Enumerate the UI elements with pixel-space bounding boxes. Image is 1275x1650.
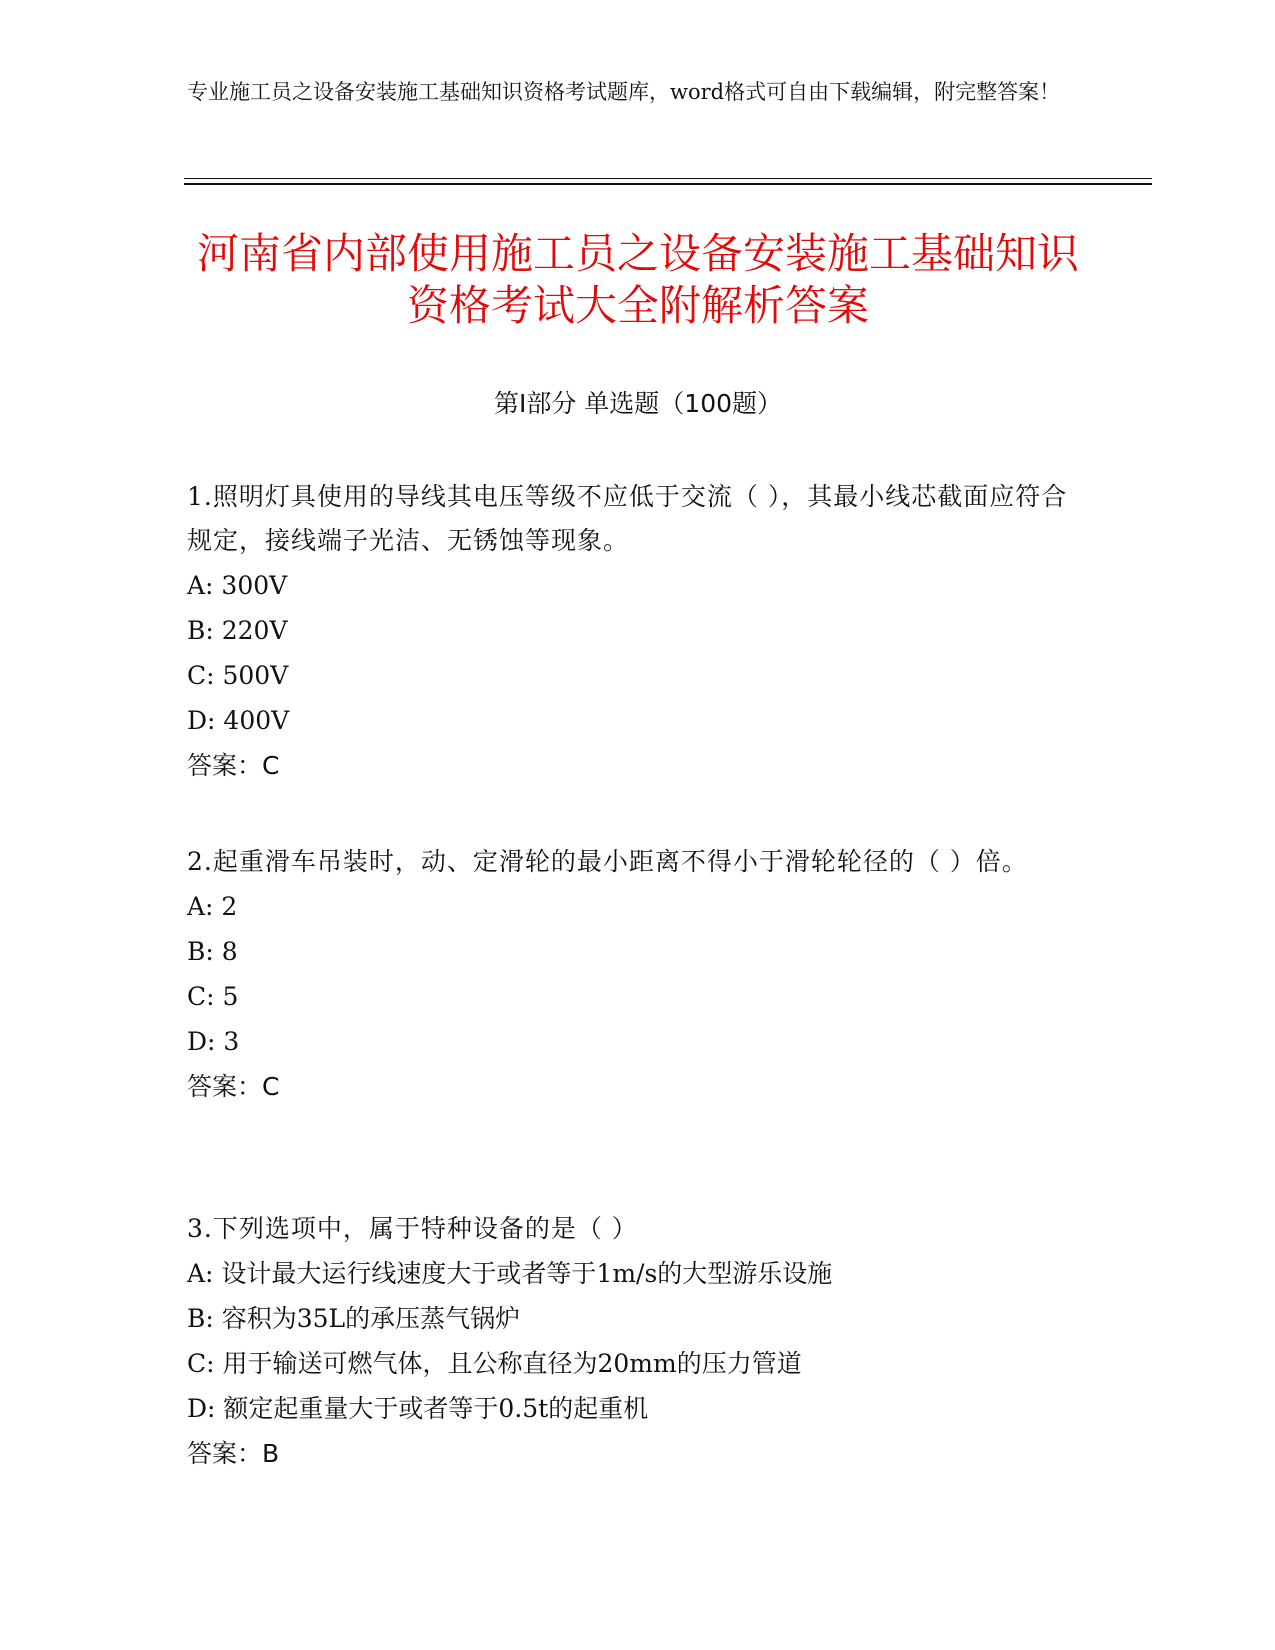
section-title: 第Ⅰ部分 单选题（100题） [493, 389, 783, 418]
option-b: B: 220V [187, 616, 288, 645]
option-a: A: 设计最大运行线速度大于或者等于1m/s的大型游乐设施 [187, 1259, 833, 1288]
option-a: A: 300V [187, 571, 288, 600]
option-d: D: 3 [187, 1027, 240, 1056]
option-c: C: 用于输送可燃气体，且公称直径为20mm的压力管道 [187, 1349, 802, 1378]
document-title: 河南省内部使用施工员之设备安装施工基础知识资格考试大全附解析答案 [196, 229, 1079, 330]
header-divider-thin [184, 178, 1152, 179]
option-a: A: 2 [187, 892, 238, 921]
question-1 [187, 475, 1077, 788]
answer-label: 答案：B [187, 1439, 280, 1468]
header-divider-thick [184, 183, 1152, 185]
question-2 [187, 840, 1077, 1109]
option-b: B: 8 [187, 937, 238, 966]
answer-label: 答案：C [187, 751, 280, 780]
question-stem: 2.起重滑车吊装时，动、定滑轮的最小距离不得小于滑轮轮径的（ ）倍。 [187, 847, 1028, 876]
header-note: 专业施工员之设备安装施工基础知识资格考试题库，word格式可自由下载编辑，附完整答案！ [187, 80, 1061, 104]
option-c: C: 5 [187, 982, 239, 1011]
option-d: D: 400V [187, 706, 290, 735]
option-b: B: 容积为35L的承压蒸气锅炉 [187, 1304, 521, 1333]
option-c: C: 500V [187, 661, 289, 690]
answer-label: 答案：C [187, 1072, 280, 1101]
question-stem: 3.下列选项中，属于特种设备的是（ ） [187, 1214, 638, 1243]
option-d: D: 额定起重量大于或者等于0.5t的起重机 [187, 1394, 649, 1423]
question-3 [187, 1207, 1077, 1476]
question-stem: 1.照明灯具使用的导线其电压等级不应低于交流（ ），其最小线芯截面应符合规定，接线端子光洁、无锈蚀等现象。 [187, 482, 1068, 555]
